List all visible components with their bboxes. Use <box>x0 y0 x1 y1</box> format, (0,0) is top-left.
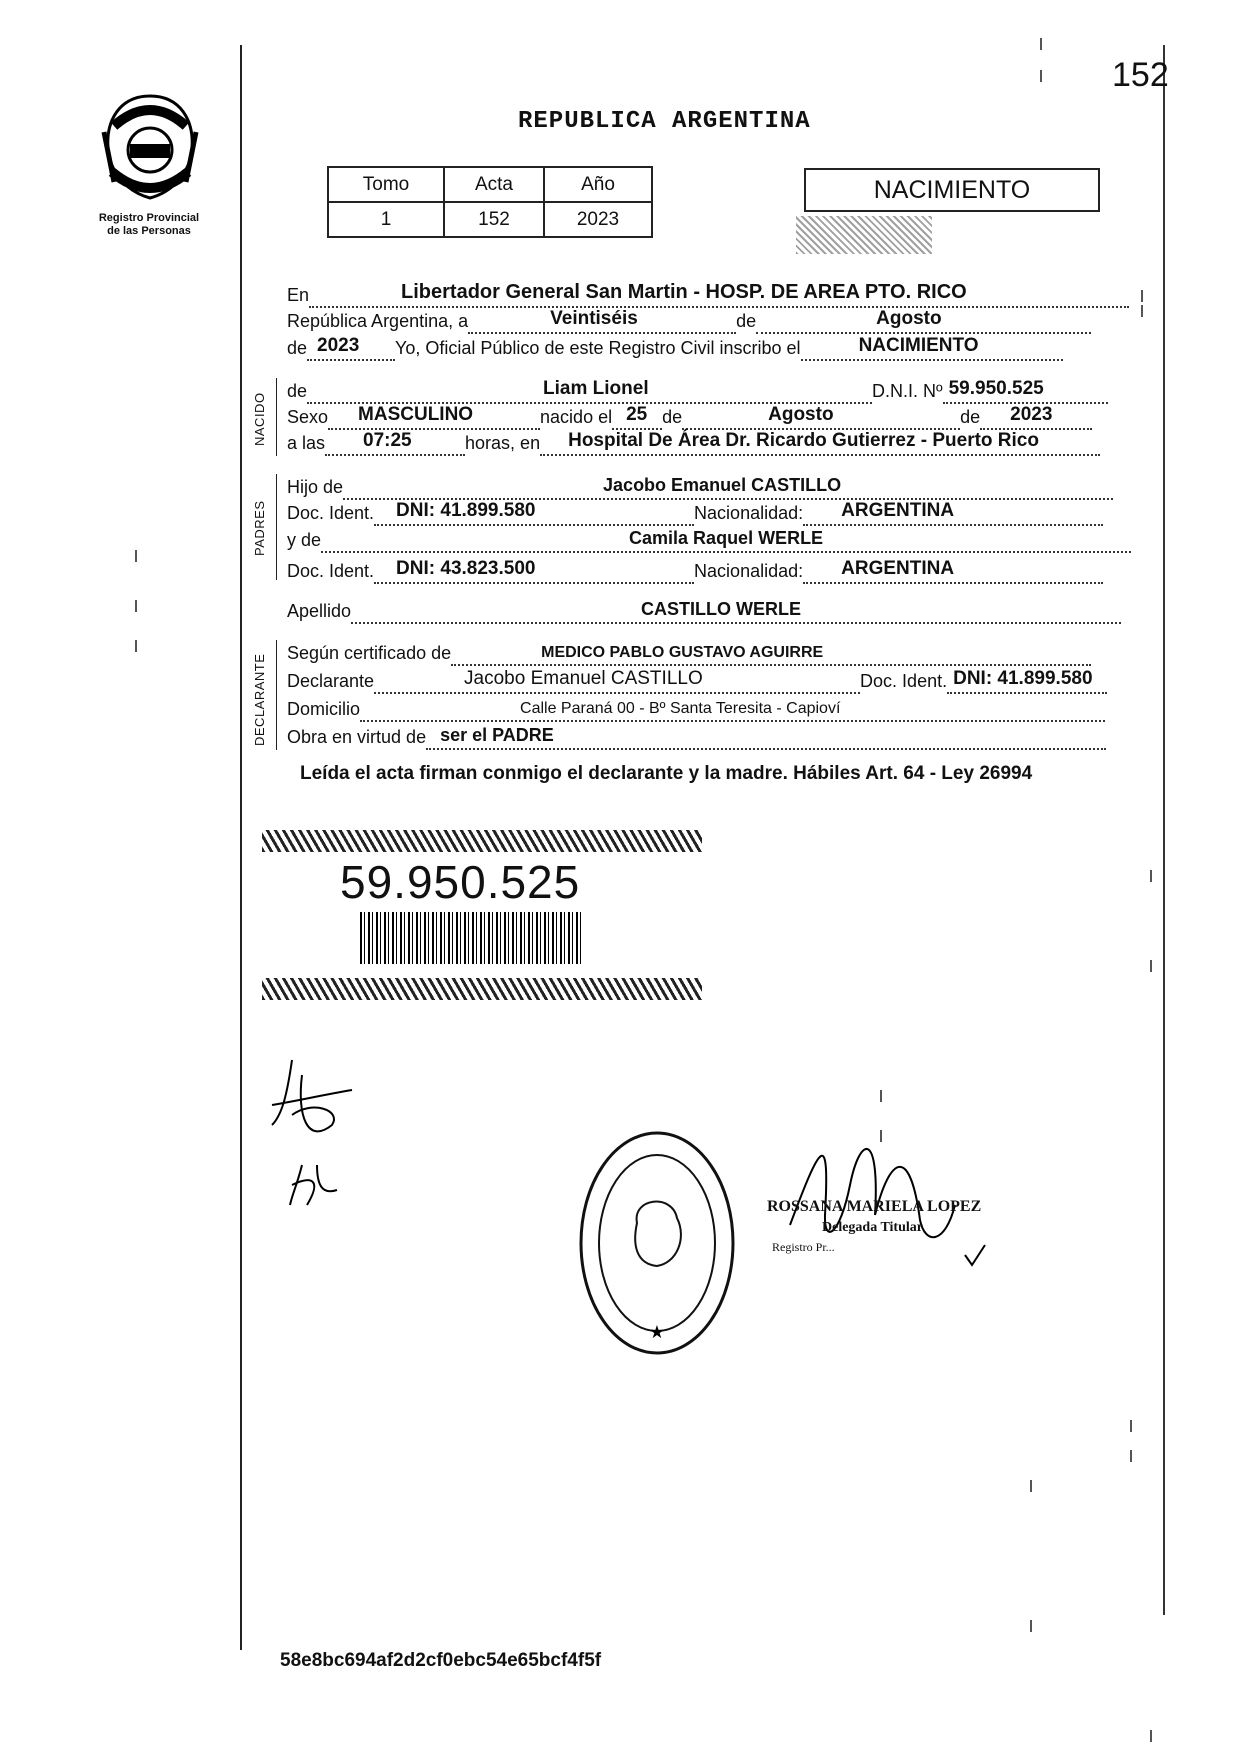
row-nacido-sexo: Sexo MASCULINO nacido el 25 de Agosto de 2023 <box>287 404 1092 430</box>
section-declarante: DECLARANTE <box>252 653 267 746</box>
address-value: Calle Paraná 00 - Bº Santa Teresita - Capioví <box>520 700 841 717</box>
security-pattern-bottom <box>262 978 702 1000</box>
mother-doc: DNI: 43.823.500 <box>396 558 536 579</box>
page-number: 152 <box>1112 56 1169 94</box>
surname-value: CASTILLO WERLE <box>641 599 802 619</box>
birth-month: Agosto <box>768 404 834 425</box>
officer-office: Registro Pr... <box>772 1240 835 1254</box>
value-tomo: 1 <box>328 202 444 237</box>
left-margin-line <box>240 45 242 1650</box>
declarant-name: Jacobo Emanuel CASTILLO <box>464 668 703 689</box>
document-hash: 58e8bc694af2d2cf0ebc54e65bcf4f5f <box>280 1650 602 1671</box>
child-name: Liam Lionel <box>543 378 649 399</box>
id-number-large: 59.950.525 <box>340 856 581 908</box>
closing-statement: Leída el acta firman conmigo el declarante y la madre. Hábiles Art. 64 - Ley 26994 <box>300 763 1033 784</box>
row-place: En Libertador General San Martin - HOSP. DE AREA PTO. RICO <box>287 282 1129 308</box>
row-domicilio: Domicilio Calle Paraná 00 - Bº Santa Teresita - Capioví <box>287 696 1105 722</box>
act-type-box: NACIMIENTO <box>804 168 1100 212</box>
value-acta: 152 <box>444 202 544 237</box>
row-year: de 2023 Yo, Oficial Público de este Registro Civil inscribo el NACIMIENTO <box>287 335 1063 361</box>
declarant-doc: DNI: 41.899.580 <box>953 668 1093 689</box>
father-name: Jacobo Emanuel CASTILLO <box>603 475 842 495</box>
row-certificado: Según certificado de MEDICO PABLO GUSTAVO AGUIRRE <box>287 640 1091 666</box>
date-stamp <box>796 216 932 254</box>
section-nacido: NACIDO <box>252 392 267 446</box>
mother-name: Camila Raquel WERLE <box>629 528 824 548</box>
barcode <box>360 912 582 964</box>
sexo-value: MASCULINO <box>358 404 474 425</box>
right-margin-line <box>1163 45 1165 1615</box>
inscribe-type: NACIMIENTO <box>858 335 979 356</box>
provincial-seal-icon <box>100 92 200 202</box>
place-value: Libertador General San Martin - HOSP. DE AREA PTO. RICO <box>401 281 967 303</box>
header-ano: Año <box>544 167 652 202</box>
row-date: República Argentina, a Veintiséis de Agosto <box>287 308 1091 334</box>
mother-nationality: ARGENTINA <box>841 558 955 579</box>
header-acta: Acta <box>444 167 544 202</box>
row-nacido-hora: a las 07:25 horas, en Hospital De Área Dr. Ricardo Gutierrez - Puerto Rico <box>287 430 1100 456</box>
certifier-value: MEDICO PABLO GUSTAVO AGUIRRE <box>541 644 824 661</box>
basis-value: ser el PADRE <box>440 725 554 745</box>
security-pattern-top <box>262 830 702 852</box>
row-madre: y de Camila Raquel WERLE <box>287 527 1131 553</box>
row-madre-doc: Doc. Ident. DNI: 43.823.500 Nacionalidad: ARGENTINA <box>287 558 1103 584</box>
row-padre: Hijo de Jacobo Emanuel CASTILLO <box>287 474 1113 500</box>
father-doc: DNI: 41.899.580 <box>396 500 536 521</box>
father-nationality: ARGENTINA <box>841 500 955 521</box>
value-ano: 2023 <box>544 202 652 237</box>
birth-place: Hospital De Área Dr. Ricardo Gutierrez - Puerto Rico <box>568 430 1039 451</box>
document-title: REPUBLICA ARGENTINA <box>518 108 811 135</box>
officer-name: ROSSANA MARIELA LOPEZ <box>767 1198 982 1215</box>
year-value: 2023 <box>317 335 360 356</box>
birth-day: 25 <box>626 404 648 425</box>
register-table <box>327 166 653 238</box>
row-padre-doc: Doc. Ident. DNI: 41.899.580 Nacionalidad: ARGENTINA <box>287 500 1103 526</box>
signature-declarant-icon <box>262 1055 362 1215</box>
birth-year: 2023 <box>1010 404 1053 425</box>
official-stamp-icon <box>577 1128 737 1358</box>
logo-caption: Registro Provincial de las Personas <box>98 212 200 237</box>
row-nacido-name: de Liam Lionel D.N.I. Nº 59.950.525 <box>287 378 1108 404</box>
row-obra: Obra en virtud de ser el PADRE <box>287 724 1106 750</box>
child-dni: 59.950.525 <box>948 378 1044 399</box>
row-apellido: Apellido CASTILLO WERLE <box>287 598 1121 624</box>
section-padres: PADRES <box>252 500 267 556</box>
day-value: Veintiséis <box>550 308 638 329</box>
row-declarante: Declarante Jacobo Emanuel CASTILLO Doc. Ident. DNI: 41.899.580 <box>287 668 1107 694</box>
svg-text:★: ★ <box>648 1322 666 1343</box>
officer-role: Delegada Titular <box>822 1220 923 1235</box>
birth-hour: 07:25 <box>363 430 412 451</box>
month-value: Agosto <box>876 308 942 329</box>
header-tomo: Tomo <box>328 167 444 202</box>
